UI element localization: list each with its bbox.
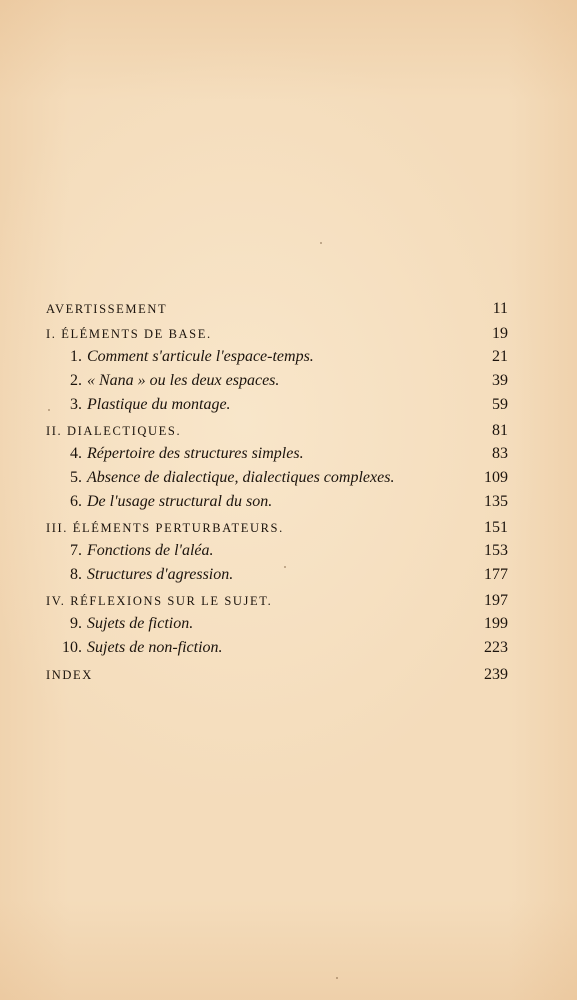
toc-chapter-title: Structures d'agression.	[87, 566, 234, 583]
toc-section-elements-perturbateurs	[46, 519, 508, 543]
toc-chapter-title: De l'usage structural du son.	[87, 493, 273, 510]
toc-chapter-number: 9.	[70, 615, 82, 632]
toc-page-number: 135	[484, 493, 508, 510]
toc-chapter-title: Sujets de fiction.	[87, 615, 194, 632]
toc-chapter-number: 3.	[70, 396, 82, 413]
toc-page-number: 81	[492, 422, 508, 439]
paper-speck	[284, 566, 286, 568]
toc-section-elements-de-base	[46, 325, 508, 349]
toc-chapter-number: 10.	[62, 639, 82, 656]
toc-chapter-10	[62, 639, 508, 663]
toc-page-number: 153	[484, 542, 508, 559]
toc-section-label: II. DIALECTIQUES.	[46, 424, 182, 438]
toc-chapter-6	[62, 493, 508, 517]
toc-page-number: 83	[492, 445, 508, 462]
toc-chapter-title: Répertoire des structures simples.	[87, 445, 304, 462]
toc-section-label: III. ÉLÉMENTS PERTURBATEURS.	[46, 521, 284, 535]
toc-chapter-title: Fonctions de l'aléa.	[87, 542, 214, 559]
toc-page-number: 223	[484, 639, 508, 656]
toc-chapter-4	[62, 445, 508, 469]
paper-speck	[336, 977, 338, 979]
toc-chapter-title: Absence de dialectique, dialectiques complexes.	[87, 469, 395, 486]
toc-chapter-number: 7.	[70, 542, 82, 559]
toc-page-number: 239	[484, 666, 508, 683]
toc-page-number: 151	[484, 519, 508, 536]
toc-page-number: 199	[484, 615, 508, 632]
toc-chapter-number: 8.	[70, 566, 82, 583]
paper-speck	[48, 409, 50, 411]
toc-section-index	[46, 666, 508, 690]
toc-chapter-title: Sujets de non-fiction.	[87, 639, 223, 656]
toc-section-label: I. ÉLÉMENTS DE BASE.	[46, 327, 212, 341]
toc-section-reflexions-sur-le-sujet	[46, 592, 508, 616]
toc-page-number: 197	[484, 592, 508, 609]
toc-chapter-number: 2.	[70, 372, 82, 389]
toc-chapter-2	[62, 372, 508, 396]
toc-section-dialectiques	[46, 422, 508, 446]
toc-chapter-9	[62, 615, 508, 639]
toc-chapter-title: « Nana » ou les deux espaces.	[87, 372, 280, 389]
toc-chapter-5	[62, 469, 508, 493]
toc-page-number: 177	[484, 566, 508, 583]
toc-page-number: 109	[484, 469, 508, 486]
toc-section-avertissement	[46, 300, 508, 324]
toc-chapter-number: 4.	[70, 445, 82, 462]
toc-chapter-number: 6.	[70, 493, 82, 510]
toc-page-number: 59	[492, 396, 508, 413]
toc-page-number: 39	[492, 372, 508, 389]
toc-chapter-number: 5.	[70, 469, 82, 486]
toc-section-label: INDEX	[46, 668, 93, 682]
toc-page-number: 21	[492, 348, 508, 365]
toc-chapter-title: Plastique du montage.	[87, 396, 231, 413]
toc-section-label: IV. RÉFLEXIONS SUR LE SUJET.	[46, 594, 273, 608]
toc-chapter-1	[62, 348, 508, 372]
toc-page-number: 11	[492, 300, 508, 317]
toc-chapter-8	[62, 566, 508, 590]
toc-chapter-7	[62, 542, 508, 566]
paper-speck	[320, 242, 322, 244]
toc-section-label: AVERTISSEMENT	[46, 302, 168, 316]
toc-chapter-3	[62, 396, 508, 420]
toc-chapter-number: 1.	[70, 348, 82, 365]
toc-page-number: 19	[492, 325, 508, 342]
toc-chapter-title: Comment s'articule l'espace-temps.	[87, 348, 314, 365]
